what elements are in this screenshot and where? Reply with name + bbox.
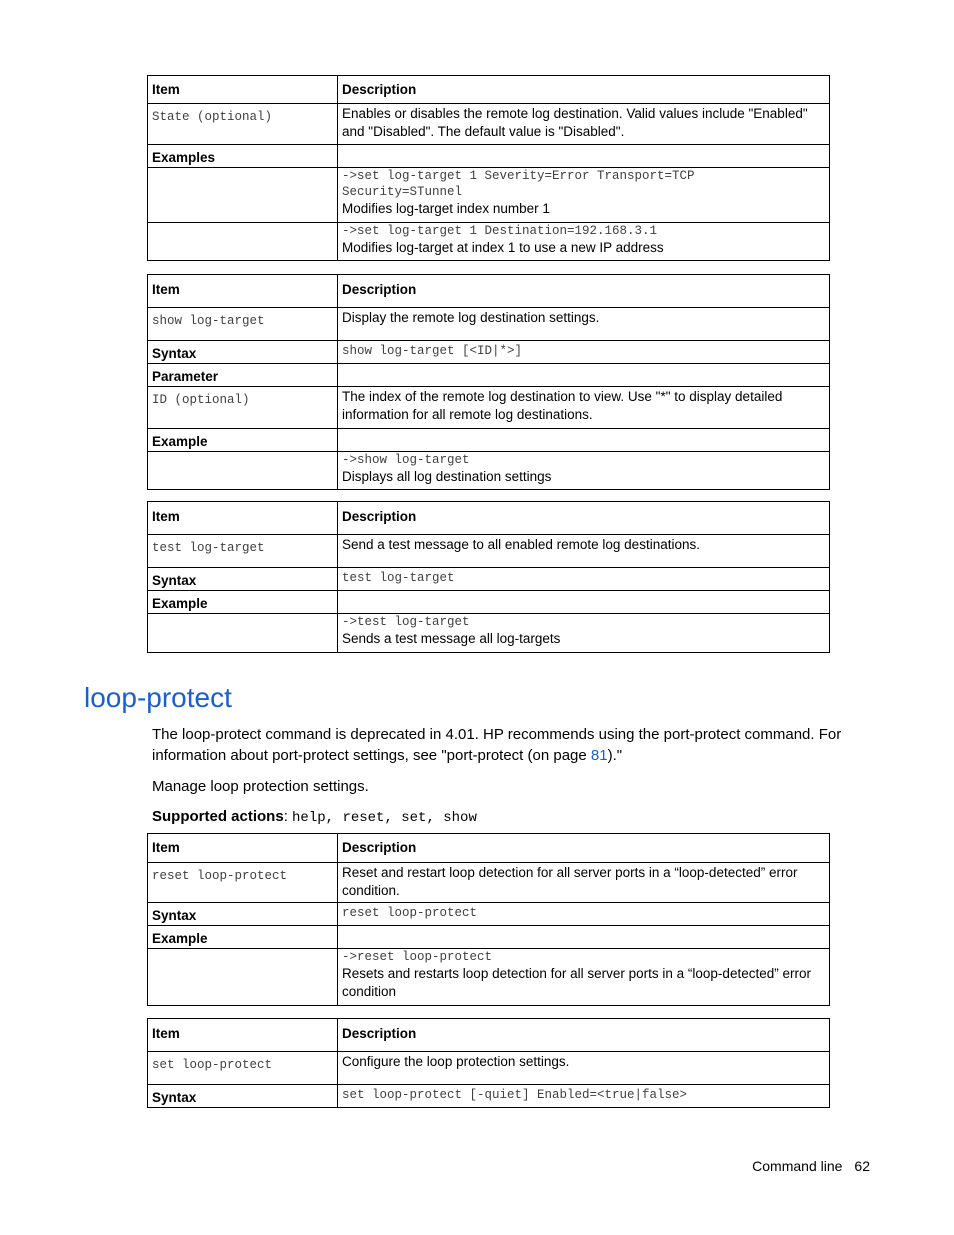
syntax-label: Syntax (148, 341, 338, 364)
example-command: ->set log-target 1 Severity=Error Transport=TCP (342, 169, 695, 183)
header-item: Item (148, 502, 338, 535)
command-desc: Display the remote log destination settings. (338, 308, 830, 341)
example-label: Example (148, 926, 338, 949)
header-description: Description (338, 834, 830, 863)
page-footer (740, 1158, 870, 1174)
table-log-target-state (147, 75, 830, 261)
header-item: Item (148, 76, 338, 104)
example-desc: Sends a test message all log-targets (342, 631, 561, 646)
command-desc: Send a test message to all enabled remote log destinations. (338, 535, 830, 568)
page-number: 62 (854, 1158, 870, 1174)
param-state-desc: Enables or disables the remote log destination. Valid values include "Enabled" and "Disabled". The default value is "Disabled". (338, 104, 830, 145)
parameter-label: Parameter (148, 364, 338, 387)
table-reset-loop-protect (147, 833, 830, 1006)
command-name: test log-target (152, 541, 265, 555)
table-test-log-target (147, 501, 830, 653)
command-name: reset loop-protect (152, 869, 288, 883)
example-desc: Displays all log destination settings (342, 469, 552, 484)
example-command-cont: Security=STunnel (342, 185, 463, 199)
supported-actions-value: help, reset, set, show (292, 810, 477, 826)
example-command: ->reset loop-protect (342, 950, 493, 964)
syntax-value: reset loop-protect (342, 906, 478, 920)
intro-text: The loop-protect command is deprecated in 4.01. HP recommends using the port-protect command. For information about port-protect settings, see "port-protect (on page (152, 726, 842, 764)
example-desc: Modifies log-target at index 1 to use a new IP address (342, 240, 664, 255)
examples-label: Examples (148, 145, 338, 168)
syntax-label: Syntax (148, 903, 338, 926)
table-show-log-target (147, 274, 830, 490)
command-desc: Reset and restart loop detection for all server ports in a “loop-detected” error condition. (338, 863, 830, 903)
example-label: Example (148, 591, 338, 614)
section-manage: Manage loop protection settings. (152, 778, 369, 795)
page-link[interactable]: 81 (590, 747, 608, 764)
example-command: ->show log-target (342, 453, 470, 467)
supported-actions-sep: : (283, 808, 293, 825)
header-description: Description (338, 275, 830, 308)
example-label: Example (148, 429, 338, 452)
syntax-value: show log-target [<ID|*>] (342, 344, 523, 358)
section-intro (152, 724, 852, 766)
example-command: ->set log-target 1 Destination=192.168.3.1 (342, 224, 658, 238)
header-description: Description (338, 76, 830, 104)
param-id: ID (optional) (152, 393, 250, 407)
section-title: loop-protect (84, 682, 232, 713)
param-id-desc: The index of the remote log destination to view. Use "*" to display detailed information for all remote log destinations. (338, 387, 830, 429)
intro-text-end: )." (607, 747, 623, 764)
table-set-loop-protect (147, 1018, 830, 1108)
header-item: Item (148, 834, 338, 863)
header-description: Description (338, 1019, 830, 1052)
header-description: Description (338, 502, 830, 535)
example-desc: Modifies log-target index number 1 (342, 201, 550, 216)
header-item: Item (148, 1019, 338, 1052)
param-state: State (optional) (152, 110, 273, 124)
footer-label: Command line (752, 1158, 843, 1174)
example-desc: Resets and restarts loop detection for all server ports in a “loop-detected” error condition (342, 966, 811, 999)
example-command: ->test log-target (342, 615, 470, 629)
supported-actions (152, 806, 852, 829)
syntax-label: Syntax (148, 568, 338, 591)
syntax-value: set loop-protect [-quiet] Enabled=<true|false> (342, 1088, 688, 1102)
command-desc: Configure the loop protection settings. (338, 1052, 830, 1085)
command-name: show log-target (152, 314, 265, 328)
syntax-value: test log-target (342, 571, 455, 585)
syntax-label: Syntax (148, 1085, 338, 1108)
supported-actions-label: Supported actions (152, 808, 284, 825)
command-name: set loop-protect (152, 1058, 273, 1072)
header-item: Item (148, 275, 338, 308)
